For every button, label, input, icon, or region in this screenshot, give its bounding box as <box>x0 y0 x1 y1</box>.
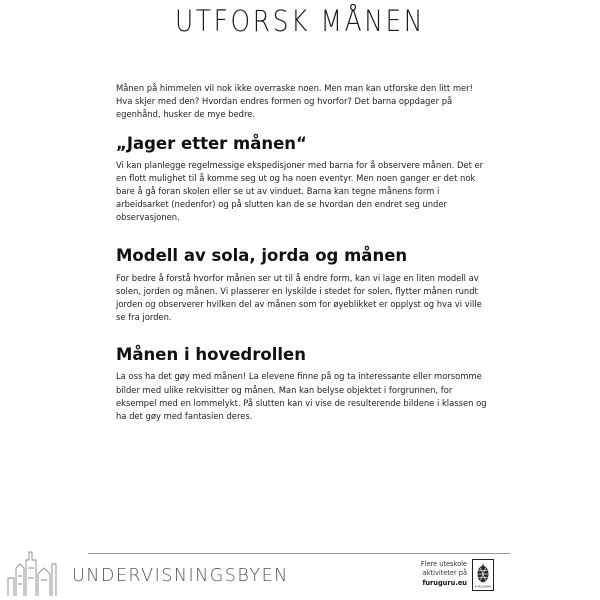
section-text-model: For bedre å forstå hvorfor månen ser ut til å endre form, kan vi lage en liten modell av solen, jorden og månen. Vi plasserer en lyskilde i stedet for solen, flytter månen rundt jorden og observerer hvilken del av månen som for øyeblikket er opplyst og hva vi ville se fra jorden. <box>116 272 482 323</box>
section-text-moon-lead: La oss ha det gøy med månen! La elevene finne på og ta interessante eller morsomme bilder med ulike rekvisitter og månen. Man kan belyse objektet i forgrunnen, for eksempel med en lommelykt. På slutten kan vi vise de resulterende bildene i klassen og ha det gøy med fantasien deres. <box>116 371 487 422</box>
section-heading-model: Modell av sola, jorda og månen <box>116 245 408 265</box>
section-heading-moon-lead: Månen i hovedrollen <box>116 345 306 365</box>
more-line-2: aktiviteter på <box>422 569 467 578</box>
brand-name: UNDERVISNINGSBYEN <box>72 566 289 586</box>
website-link[interactable]: furuguru.eu <box>422 578 467 587</box>
city-skyline-icon <box>6 538 70 598</box>
pinecone-logo-icon <box>472 559 494 591</box>
more-activities-note <box>387 560 467 588</box>
more-line-1: Flere uteskole <box>420 560 467 568</box>
main-content <box>116 82 488 423</box>
page-title: UTFORSK MÅNEN <box>174 4 426 38</box>
section-text-chasing-moon: Vi kan planlegge regelmessige ekspedisjoner med barna for å observere månen. Det er en flott mulighet til å komme seg ut og ha noen eventyr. Men noen ganger er det nok bare å gå foran skolen eller se ut av vinduet. Barna kan tegne månens form i arbeidsarket (nedenfor) og på slutten kan de se hvordan den endret seg under observasjonen. <box>116 159 484 223</box>
section-heading-chasing-moon: „Jager etter månen“ <box>116 133 307 153</box>
logo-wordmark: FURUGURU <box>474 584 492 589</box>
footer-divider <box>88 553 510 554</box>
intro-paragraph: Månen på himmelen vil nok ikke overraske noen. Men man kan utforske den litt mer! Hva skjer med den? Hvordan endres formen og hvorfor? Det barna oppdager på egenhånd, husker de mye bedre. <box>116 83 473 120</box>
